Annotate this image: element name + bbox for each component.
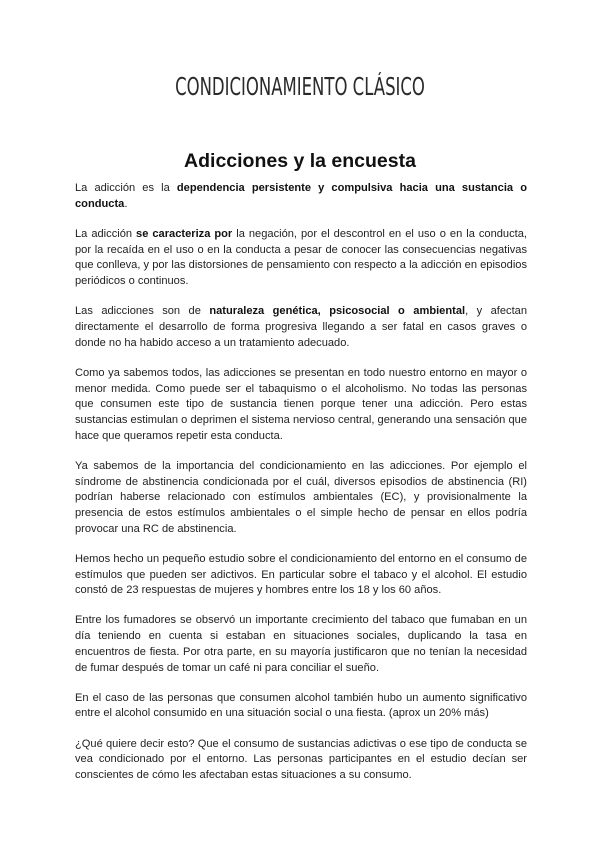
document-body bbox=[75, 181, 527, 798]
paragraph-smokers: Entre los fumadores se observó un importante crecimiento del tabaco que fumaban en un día teniendo en cuenta si estaban en situaciones sociales, duplicando la tasa en encuentros de fiesta. Por otra parte, en su mayoría justificaron que no tenían la necesidad de fumar después de tomar un café ni para conciliar el sueño. bbox=[75, 614, 527, 674]
paragraph-bold: se caracteriza por bbox=[136, 227, 233, 240]
paragraph-bold: dependencia persistente y compulsiva hacia una sustancia o conducta bbox=[75, 182, 527, 210]
paragraph-environment: Como ya sabemos todos, las adicciones se presentan en todo nuestro entorno en mayor o menor medida. Como puede ser el tabaquismo o el alcoholismo. No todas las personas que consumen este tipo de sustancia tienen porque tener una adicción. Pero estas sustancias estimulan o deprimen el sistema nervioso central, generando una sensación que hace que queramos repetir esta conducta. bbox=[75, 366, 527, 442]
paragraph-text: . bbox=[124, 197, 128, 210]
paragraph-conditioning: Ya sabemos de la importancia del condicionamiento en las adicciones. Por ejemplo el síndrome de abstinencia condicionada por el cuál, diversos episodios de abstinencia (RI) podrían haberse relacionado con estímulos ambientales (EC), y provisionalmente la presencia de estos estímulos ambientales o el simple hecho de pensar en ellos podría provocar una RC de abstinencia. bbox=[75, 459, 527, 535]
paragraph-bold: naturaleza genética, psicosocial o ambiental bbox=[209, 305, 466, 318]
paragraph-study: Hemos hecho un pequeño estudio sobre el condicionamiento del entorno en el consumo de estímulos que pueden ser adictivos. En particular sobre el tabaco y el alcohol. El estudio constó de 23 respuestas de mujeres y hombres entre los 18 y los 60 años. bbox=[75, 552, 527, 597]
paragraph-characteristics bbox=[75, 227, 527, 290]
paragraph-nature bbox=[75, 304, 527, 351]
paragraph-text: la negación, por el descontrol en el uso o en la conducta, por la recaída en el uso o en la conducta a pesar de conocer las consecuencias negativas que conlleva, y por las distorsiones de pensamiento con respecto a la adicción en episodios periódicos o continuos. bbox=[75, 227, 527, 288]
paragraph-text: Las adicciones son de bbox=[75, 305, 210, 318]
paragraph-alcohol: En el caso de las personas que consumen alcohol también hubo un aumento significativo entre el alcohol consumido en una situación social o una fiesta. (aprox un 20% más) bbox=[75, 691, 527, 720]
paragraph-text: , y afectan directamente el desarrollo de forma progresiva llegando a ser fatal en casos graves o donde no ha habido acceso a un tratamiento adecuado. bbox=[75, 305, 527, 349]
paragraph-text: La adicción bbox=[75, 227, 137, 240]
paragraph-conclusion: ¿Qué quiere decir esto? Que el consumo de sustancias adictivas o ese tipo de conducta se vea condicionado por el entorno. Las personas participantes en el estudio decían ser conscientes de cómo les afectaban estas situaciones a su consumo. bbox=[75, 737, 527, 782]
header-title: CONDICIONAMIENTO CLÁSICO bbox=[175, 72, 425, 101]
document-title: Adicciones y la encuesta bbox=[184, 150, 416, 172]
paragraph-text: La adicción es la bbox=[75, 182, 177, 194]
paragraph-definition bbox=[75, 181, 527, 212]
